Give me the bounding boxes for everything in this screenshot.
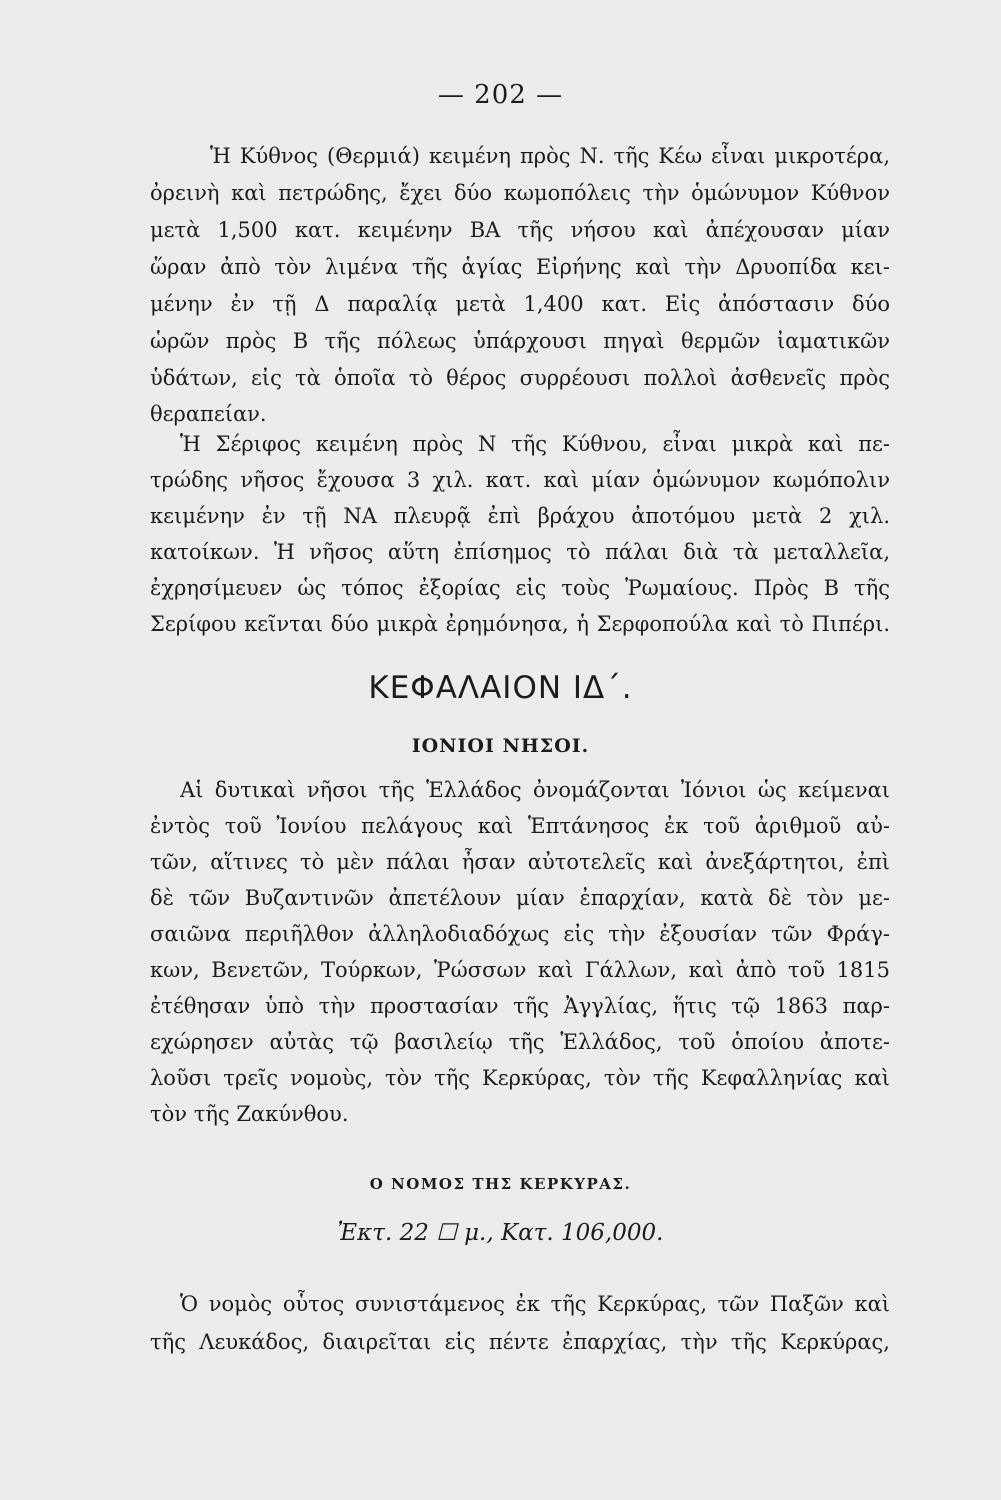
text-line: ὀρεινὴ καὶ πετρώδης, ἔχει δύο κωμοπόλεις τὴν ὁμώνυμον Κύθνον [150, 181, 890, 205]
page-number: — 202 — [437, 80, 564, 110]
text-line: Αἱ δυτικαὶ νῆσοι τῆς Ἑλλάδος ὀνομάζονται Ἰόνιοι ὡς κείμεναι [180, 778, 890, 802]
text-line: δὲ τῶν Βυζαντινῶν ἀπετέλουν μίαν ἐπαρχίαν, κατὰ δὲ τὸν με- [150, 886, 890, 910]
text-line: Σερίφου κεῖνται δύο μικρὰ ἐρημόνησα, ἡ Σερφοπούλα καὶ τὸ Πιπέρι. [150, 612, 890, 636]
text-line: εχώρησεν αὐτὰς τῷ βασιλείῳ τῆς Ἑλλάδος, τοῦ ὁποίου ἀποτε- [150, 1030, 890, 1054]
text-line: τρώδης νῆσος ἔχουσα 3 χιλ. κατ. καὶ μίαν ὁμώνυμον κωμόπολιν [150, 468, 890, 492]
text-line: ὡρῶν πρὸς Β τῆς πόλεως ὑπάρχουσι πηγαὶ θερμῶν ἰαματικῶν [150, 329, 890, 353]
chapter-heading: ΚΕΦΑΛΑΙΟΝ ΙΔ΄. [368, 670, 633, 706]
text-line: ὑδάτων, εἰς τὰ ὁποῖα τὸ θέρος συρρέουσι πολλοὶ ἀσθενεῖς πρὸς [150, 366, 890, 390]
text-line: κων, Βενετῶν, Τούρκων, Ῥώσσων καὶ Γάλλων, καὶ ἀπὸ τοῦ 1815 [150, 958, 890, 982]
text-line: μένην ἐν τῇ Δ παραλίᾳ μετὰ 1,400 κατ. Εἰς ἀπόστασιν δύο [150, 292, 890, 316]
text-line: λοῦσι τρεῖς νομοὺς, τὸν τῆς Κερκύρας, τὸν τῆς Κεφαλληνίας καὶ [150, 1066, 890, 1090]
text-line: τῆς Λευκάδος, διαιρεῖται εἰς πέντε ἐπαρχίας, τὴν τῆς Κερκύρας, [150, 1330, 890, 1354]
text-line: ἐντὸς τοῦ Ἰονίου πελάγους καὶ Ἑπτάνησος ἐκ τοῦ ἀριθμοῦ αὐ- [150, 814, 890, 838]
text-line: ἐχρησίμευεν ὡς τόπος ἐξορίας εἰς τοὺς Ῥωμαίους. Πρὸς Β τῆς [150, 576, 890, 600]
text-line: σαιῶνα περιῆλθον ἀλληλοδιαδόχως εἰς τὴν ἐξουσίαν τῶν Φράγ- [150, 922, 890, 946]
section-heading: ΙΟΝΙΟΙ ΝΗΣΟΙ. [411, 735, 590, 757]
text-line: Ὁ νομὸς οὗτος συνιστάμενος ἐκ τῆς Κερκύρας, τῶν Παξῶν καὶ [180, 1292, 890, 1316]
text-line: μετὰ 1,500 κατ. κειμένην ΒΑ τῆς νήσου καὶ ἀπέχουσαν μίαν [150, 218, 890, 242]
text-line: ἐτέθησαν ὑπὸ τὴν προστασίαν τῆς Ἀγγλίας, ἥτις τῷ 1863 παρ- [150, 994, 890, 1018]
text-line: θεραπείαν. [150, 402, 267, 426]
text-line: τὸν τῆς Ζακύνθου. [150, 1102, 349, 1126]
text-line: ὥραν ἀπὸ τὸν λιμένα τῆς ἁγίας Εἰρήνης καὶ τὴν Δρυοπίδα κει- [150, 255, 890, 279]
text-line: τῶν, αἵτινες τὸ μὲν πάλαι ἦσαν αὐτοτελεῖς καὶ ἀνεξάρτητοι, ἐπὶ [150, 850, 890, 874]
text-line: Ἡ Κύθνος (Θερμιά) κειμένη πρὸς Ν. τῆς Κέω εἶναι μικροτέρα, [210, 144, 890, 168]
nomos-heading: Ο ΝΟΜΟΣ ΤΗΣ ΚΕΡΚΥΡΑΣ. [369, 1175, 632, 1193]
area-population-line: Ἐκτ. 22 ☐ μ., Κατ. 106,000. [337, 1220, 664, 1246]
text-line: Ἡ Σέριφος κειμένη πρὸς Ν τῆς Κύθνου, εἶναι μικρὰ καὶ πε- [180, 432, 890, 456]
text-line: κατοίκων. Ἡ νῆσος αὕτη ἐπίσημος τὸ πάλαι διὰ τὰ μεταλλεῖα, [150, 540, 890, 564]
text-line: κειμένην ἐν τῇ ΝΑ πλευρᾷ ἐπὶ βράχου ἀποτόμου μετὰ 2 χιλ. [150, 504, 890, 528]
